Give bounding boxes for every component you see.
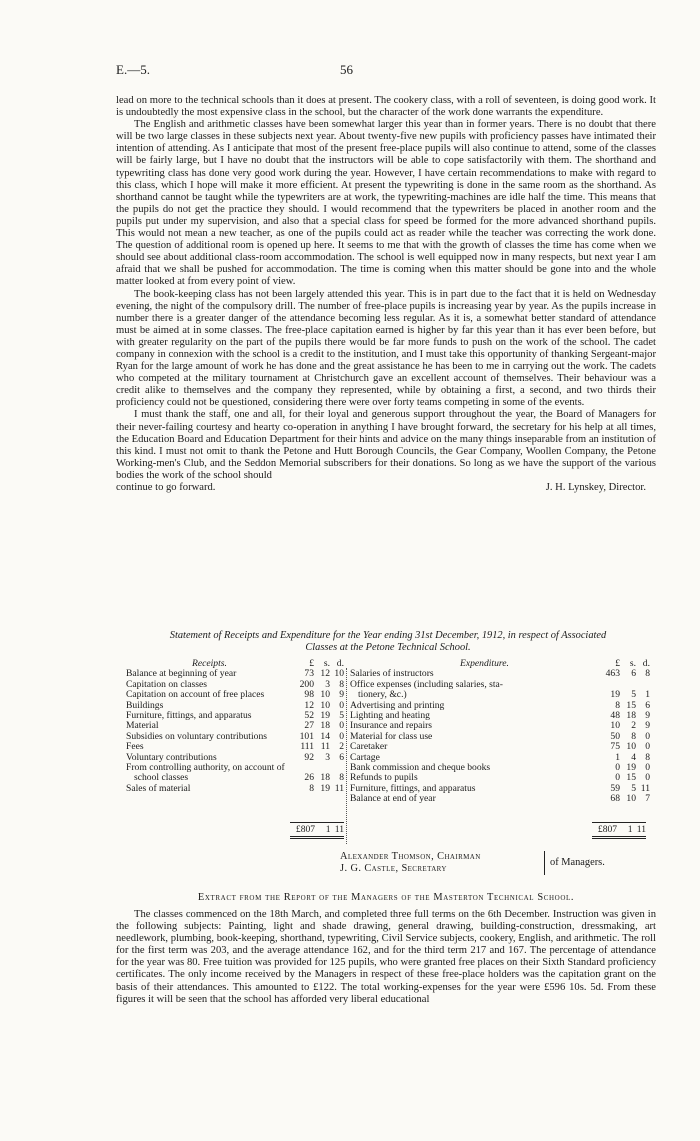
receipts-label: Subsidies on voluntary contributions	[126, 731, 267, 742]
expenditure-amount-pounds: 463	[605, 668, 620, 680]
expenditure-amount-shillings: 19	[626, 762, 636, 774]
expenditure-label: Bank commission and cheque books	[350, 763, 491, 774]
expenditure-amount-pounds: 10	[610, 720, 620, 732]
expenditure-table	[350, 659, 650, 805]
director-signature: J. H. Lynskey, Director.	[545, 482, 646, 493]
expenditure-amount-shillings: 5	[631, 689, 636, 701]
expenditure-label: Advertising and printing	[350, 700, 445, 711]
expenditure-amount-pounds: 19	[610, 689, 620, 701]
receipts-total	[290, 822, 344, 839]
receipts-rows	[126, 669, 344, 794]
expenditure-total-pounds: £807	[597, 824, 618, 835]
receipts-label: Material	[126, 721, 159, 732]
receipts-total-pence: 11	[334, 824, 344, 835]
receipts-amount-pounds: 111	[300, 741, 314, 753]
receipts-label: Fees	[126, 742, 144, 753]
expenditure-row	[350, 669, 650, 679]
receipts-label: Sales of material	[126, 783, 191, 794]
page-header	[116, 62, 656, 78]
receipts-amount-pence: 8	[339, 678, 344, 690]
expenditure-amount-shillings: 5	[631, 782, 636, 794]
report-body	[116, 95, 656, 494]
pound-heading: £	[309, 658, 314, 669]
expenditure-amount-pence: 9	[645, 710, 650, 722]
expenditure-total-pence: 11	[636, 824, 646, 835]
statement-title-line-1: Statement of Receipts and Expenditure for the Year ending 31st December, 1912, in respect of Associated	[169, 630, 607, 641]
receipts-amount-shillings: 11	[320, 741, 330, 753]
expenditure-amount-shillings: 8	[631, 730, 636, 742]
receipts-row	[126, 753, 344, 763]
expenditure-row	[350, 732, 650, 742]
receipts-amount-pence: 0	[339, 699, 344, 711]
receipts-amount-shillings: 10	[320, 689, 330, 701]
expenditure-amount-pence: 1	[645, 689, 650, 701]
of-managers-label: of Managers.	[550, 857, 605, 868]
expenditure-amount-pence: 0	[645, 741, 650, 753]
report-reference: E.—5.	[116, 62, 150, 77]
pence-heading: d.	[642, 658, 650, 669]
expenditure-amount-pence: 0	[645, 772, 650, 784]
expenditure-label: Lighting and heating	[350, 711, 430, 722]
receipts-amount-pounds: 52	[304, 710, 314, 722]
expenditure-amount-pounds: 48	[610, 710, 620, 722]
expenditure-amount-shillings: 10	[626, 741, 636, 753]
expenditure-amount-pence: 7	[645, 793, 650, 805]
receipts-amount-shillings: 3	[325, 678, 330, 690]
expenditure-amount-pence: 8	[645, 751, 650, 763]
pound-heading: £	[615, 658, 620, 669]
receipts-label: Voluntary contributions	[126, 752, 217, 763]
paragraph-thanks: I must thank the staff, one and all, for their loyal and generous support throughout the year, the Board of Managers for their never-failing courtesy and hearty co-operation in anything I have brought forward, the secretary for his help at all times, the Education Board and Education Department for their hints and advice on the many things inseparable from an institution of this kind. I must not omit to thank the Petone and Hutt Borough Councils, the Gear Company, Woollen Company, the Petone Working-men's Club, and the Seddon Memorial subscribers for their donations. So long as we have the support of the various bodies the work of the school should	[116, 409, 656, 481]
expenditure-label: Material for class use	[350, 731, 433, 742]
expenditure-amount-pounds: 0	[615, 772, 620, 784]
receipts-amount-pounds: 98	[304, 689, 314, 701]
expenditure-heading: Expenditure.	[460, 659, 509, 669]
column-divider	[346, 668, 347, 844]
expenditure-label: Caretaker	[350, 742, 388, 753]
expenditure-amount-shillings: 10	[626, 793, 636, 805]
receipts-amount-shillings: 19	[320, 782, 330, 794]
statement-title	[120, 630, 656, 654]
expenditure-label: Salaries of instructors	[350, 669, 434, 680]
expenditure-label: Refunds to pupils	[350, 773, 418, 784]
expenditure-row	[350, 721, 650, 731]
receipts-amount-shillings: 14	[320, 730, 330, 742]
expenditure-amount-pence: 11	[640, 782, 650, 794]
expenditure-amount-pounds: 1	[615, 751, 620, 763]
receipts-amount-pence: 0	[339, 730, 344, 742]
expenditure-amount-shillings: 18	[626, 710, 636, 722]
expenditure-label: Balance at end of year	[350, 794, 436, 805]
receipts-amount-pounds: 27	[304, 720, 314, 732]
pence-heading: d.	[336, 658, 344, 669]
expenditure-rows	[350, 669, 650, 804]
receipts-amount-shillings: 19	[320, 710, 330, 722]
expenditure-row	[350, 701, 650, 711]
expenditure-amount-shillings: 15	[626, 699, 636, 711]
masterton-body	[116, 909, 656, 1006]
expenditure-amount-shillings: 4	[631, 751, 636, 763]
receipts-amount-pence: 10	[334, 668, 344, 680]
receipts-label: Buildings	[126, 700, 164, 711]
expenditure-amount-shillings: 15	[626, 772, 636, 784]
receipts-amount-pounds: 12	[304, 699, 314, 711]
receipts-amount-pounds: 200	[299, 678, 314, 690]
receipts-total-pounds: £807	[295, 824, 316, 835]
receipts-heading: Receipts.	[192, 659, 227, 669]
managers-signatures	[340, 851, 605, 875]
paragraph-english-shorthand: The English and arithmetic classes have been somewhat larger this year than in former years. There is no doubt that there will be two large classes in these subjects next year. About twenty-five new pupils with proficiency passes have intimated their intention of attending. As I anticipate that most of the present free-place pupils will also continue to attend, some of the classes will be fairly large, but I have no doubt that the instructors will be able to cope satisfactorily with them. The shorthand and typewriting class has done very good work during the year. However, I have certain recommendations to make with regard to this class, which I hope will make it more efficient. At present the typewriting is done in the same room as the shorthand. As shorthand cannot be taught while the typewriters are at work, the typewriting-machines are idle half the time. This means that the pupils do not get the practice they should. I would recommend that the typewriters be placed in another room and the pupils put under my supervision, and also that a special class for speed be formed for the more advanced shorthand pupils. This would not mean a new teacher, as one of the pupils could act as reader while the teacher was correcting the work done. The question of additional room is opened up here. It seems to me that with the growth of classes the time has come when we should see about additional class-room accommodation. The school is well equipped now in many respects, but next year I am afraid that we shall be pushed for accommodation. The time is coming when this matter should be gone into and the whole matter looked at from every point of view.	[116, 119, 656, 288]
expenditure-row	[350, 794, 650, 804]
expenditure-amount-pence: 8	[645, 668, 650, 680]
expenditure-amount-shillings: 6	[631, 668, 636, 680]
receipts-label: From controlling authority, on account of	[126, 763, 285, 774]
expenditure-label: Office expenses (including salaries, sta-	[350, 679, 504, 690]
receipts-amount-pence: 6	[339, 751, 344, 763]
receipts-amount-shillings: 10	[320, 699, 330, 711]
receipts-amount-shillings: 18	[320, 720, 330, 732]
receipts-amount-pence: 2	[339, 741, 344, 753]
expenditure-row	[350, 763, 650, 773]
expenditure-label: Insurance and repairs	[350, 721, 433, 732]
expenditure-label: Cartage	[350, 752, 380, 763]
receipts-row	[126, 784, 344, 794]
shilling-heading: s.	[323, 658, 330, 669]
receipts-label: Capitation on classes	[126, 679, 207, 690]
receipts-amount-pounds: 8	[309, 782, 314, 794]
receipts-amount-pounds: 26	[304, 772, 314, 784]
expenditure-amount-pence: 9	[645, 720, 650, 732]
paragraph-bookkeeping-cadets: The book-keeping class has not been largely attended this year. This is in part due to the fact that it is held on Wednesday evening, the night of the compulsory drill. The number of free-place pupils is increasing year by year. As the pupils increase in number there is a greater danger of the attendance becoming less regular. As it is, a somewhat better standard of attendance must be aimed at in some classes. The free-place capitation earned is higher by far this year than it has ever been before, but with greater regularity on the part of the pupils there would be far more funds to push on the work of the school. The cadet company in connexion with the school is a credit to the institution, and I must take this opportunity of thanking Sergeant-major Ryan for the large amount of work he has done and the great assistance he has been to me in carrying out the work. The cadets who competed at the military tournament at Christchurch gave an excellent account of themselves. Their behaviour was a credit alike to themselves and the company they represented, while by obtaining a first, a second, and two thirds their proficiency could not be questioned, considering there were over forty teams competing in some of the events.	[116, 288, 656, 409]
receipts-amount-shillings: 3	[325, 751, 330, 763]
receipts-label: school classes	[134, 773, 189, 784]
expenditure-label: Furniture, fittings, and apparatus	[350, 783, 476, 794]
expenditure-row	[350, 784, 650, 794]
receipts-amount-pence: 5	[339, 710, 344, 722]
expenditure-row	[350, 711, 650, 721]
receipts-amount-pence: 0	[339, 720, 344, 732]
expenditure-amount-pounds: 0	[615, 762, 620, 774]
page-number: 56	[340, 62, 353, 77]
expenditure-row	[350, 742, 650, 752]
shilling-heading: s.	[629, 658, 636, 669]
expenditure-amount-pence: 0	[645, 762, 650, 774]
expenditure-amount-shillings: 2	[631, 720, 636, 732]
receipts-amount-shillings: 12	[320, 668, 330, 680]
expenditure-amount-pence: 6	[645, 699, 650, 711]
expenditure-amount-pounds: 59	[610, 782, 620, 794]
receipts-label: Balance at beginning of year	[126, 669, 237, 680]
receipts-amount-pence: 9	[339, 689, 344, 701]
closing-line	[116, 482, 656, 494]
expenditure-row	[350, 690, 650, 700]
chairman-signature: Alexander Thomson, Chairman	[340, 851, 481, 862]
expenditure-row	[350, 680, 650, 690]
paragraph-cookery: lead on more to the technical schools than it does at present. The cookery class, with a roll of seventeen, is doing good work. It is undoubtedly the most expensive class in the school, but the character of the work done warrants the expenditure.	[116, 95, 656, 119]
expenditure-amount-pounds: 8	[615, 699, 620, 711]
receipts-label: Capitation on account of free places	[126, 690, 265, 701]
secretary-signature: J. G. Castle, Secretary	[340, 863, 447, 874]
receipts-amount-pence: 8	[339, 772, 344, 784]
receipts-amount-shillings: 18	[320, 772, 330, 784]
expenditure-amount-pounds: 75	[610, 741, 620, 753]
signature-brace	[540, 851, 545, 875]
expenditure-header	[350, 659, 650, 669]
statement-title-line-2: Classes at the Petone Technical School.	[305, 642, 471, 653]
expenditure-label: tionery, &c.)	[358, 690, 407, 701]
receipts-label: Furniture, fittings, and apparatus	[126, 711, 252, 722]
receipts-amount-pounds: 101	[299, 730, 314, 742]
masterton-section-title: Extract from the Report of the Managers of the Masterton Technical School.	[197, 892, 575, 903]
expenditure-amount-pounds: 68	[610, 793, 620, 805]
receipts-amount-pence: 11	[334, 782, 344, 794]
expenditure-amount-pounds: 50	[610, 730, 620, 742]
expenditure-row	[350, 753, 650, 763]
expenditure-row	[350, 773, 650, 783]
masterton-paragraph: The classes commenced on the 18th March, and completed three full terms on the 6th December. Instruction was given in the following subjects: Painting, light and shade drawing, general drawing, building-construction, dressmaking, art needlework, plumbing, book-keeping, shorthand, typewriting, Civil Service subjects, cookery, English, and arithmetic. The roll for the first term was 203, and the average attendance 162, and for the third term 217 and 167. The percentage of attendance for the year was 80. Free tuition was provided for 125 pupils, who were granted free places on their Sixth Standard proficiency certificates. The only income received by the Managers in respect of these free-place holders was the capitation grant on the basis of their attendances. This amounted to £122. The total working-expenses for the year were £596 10s. 5d. From these figures it will be seen that the school has afforded very liberal educational	[116, 909, 656, 1005]
receipts-total-shillings: 1	[325, 824, 331, 835]
expenditure-total-shillings: 1	[627, 824, 633, 835]
receipts-amount-pounds: 73	[304, 668, 314, 680]
closing-text: continue to go forward.	[116, 482, 216, 493]
expenditure-total	[592, 822, 646, 839]
receipts-amount-pounds: 92	[304, 751, 314, 763]
expenditure-amount-pence: 0	[645, 730, 650, 742]
receipts-table	[126, 659, 344, 794]
